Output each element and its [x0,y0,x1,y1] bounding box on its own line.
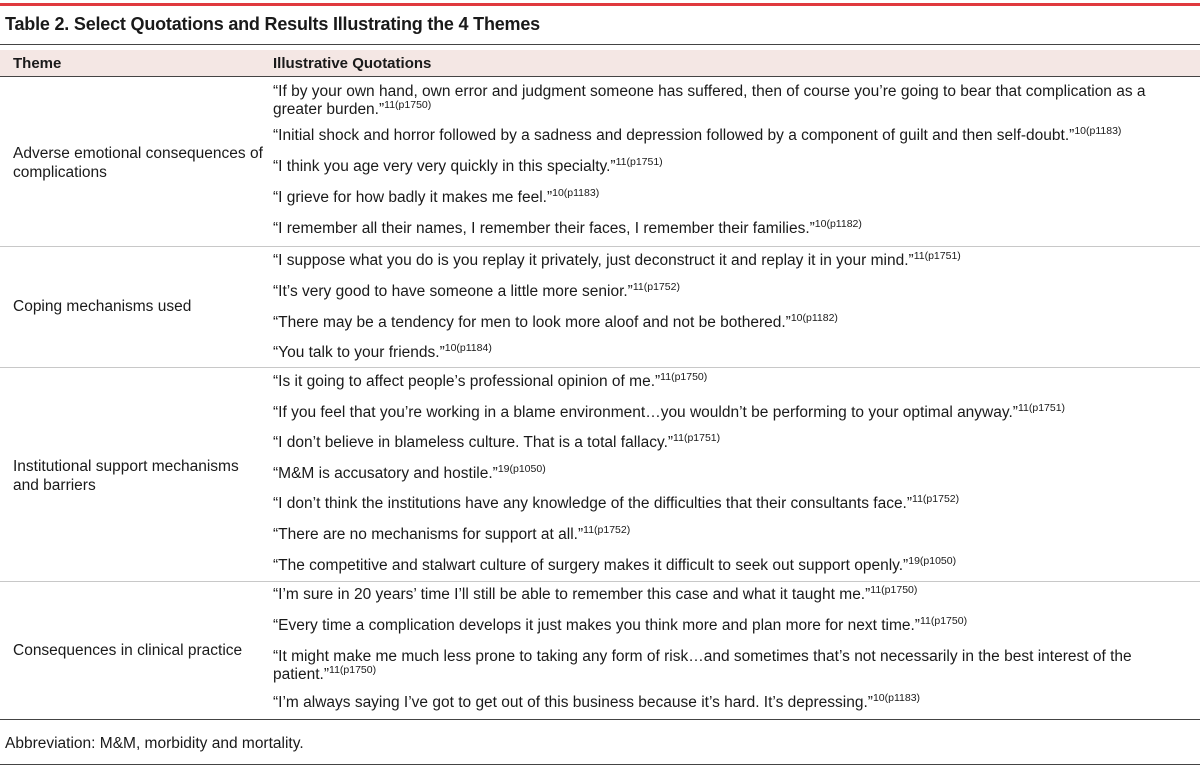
theme-label: Institutional support mechanisms and barriers [13,458,239,494]
quote-item: “Initial shock and horror followed by a sadness and depression followed by a component of guilt and then self-doubt.”$^{10(p1183)}$ [273,125,1122,144]
quote-item: “Every time a complication develops it just makes you think more and plan more for next time.”$^{11(p1750)}$ [273,615,968,634]
quote-item: “I don’t think the institutions have any knowledge of the difficulties that their consultants face.”$^{11(p1752)}$ [273,493,960,512]
title-divider [0,44,1200,45]
theme-label: Consequences in clinical practice [13,642,243,659]
quote-item: “I suppose what you do is you replay it privately, just deconstruct it and replay it in your mind.”$^{11(p1751)}$ [273,250,961,269]
quote-item: “You talk to your friends.”$^{10(p1184)}$ [273,342,492,361]
header-quotations: Illustrative Quotations [273,55,432,72]
theme-group-coping [0,247,1200,368]
quote-item: “There are no mechanisms for support at all.”$^{11(p1752)}$ [273,524,631,543]
quote-item: “I remember all their names, I remember their faces, I remember their families.”$^{10(p1182)}$ [273,218,862,237]
quote-item: “If by your own hand, own error and judgment someone has suffered, then of course you’re going to bear that complication as a greater burden.”$^{11(p1750)}$ [273,83,1146,118]
quote-item: “I don’t believe in blameless culture. That is a total fallacy.”$^{11(p1751)}$ [273,432,721,451]
quote-item: “I’m sure in 20 years’ time I’ll still be able to remember this case and what it taught me.”$^{11(p1750)}$ [273,584,918,603]
quote-item: “Is it going to affect people’s professional opinion of me.”$^{11(p1750)}$ [273,371,708,390]
table-title: Table 2. Select Quotations and Results Illustrating the 4 Themes [5,14,540,34]
quote-item: “It might make me much less prone to taking any form of risk…and sometimes that’s not necessarily in the best interest of the patient.”$^{11(p1750)}$ [273,648,1132,683]
theme-group-institutional [0,368,1200,582]
header-theme: Theme [13,55,62,72]
quote-item: “M&M is accusatory and hostile.”$^{19(p1050)}$ [273,463,546,482]
quote-item: “There may be a tendency for men to look more aloof and not be bothered.”$^{10(p1182)}$ [273,312,838,331]
theme-label: Adverse emotional consequences of complications [13,145,263,181]
quote-item: “I think you age very very quickly in this specialty.”$^{11(p1751)}$ [273,156,663,175]
quote-item: “It’s very good to have someone a little more senior.”$^{11(p1752)}$ [273,281,680,300]
theme-group-clinical-practice [0,582,1200,720]
theme-label: Coping mechanisms used [13,298,192,315]
quote-item: “I’m always saying I’ve got to get out of this business because it’s hard. It’s depressing.”$^{10(p1183)}$ [273,692,921,711]
table-header-row [0,50,1200,76]
quote-item: “The competitive and stalwart culture of surgery makes it difficult to seek out support openly.”$^{19(p1050)}$ [273,555,957,574]
quote-item: “I grieve for how badly it makes me feel.”$^{10(p1183)}$ [273,187,600,206]
theme-group-adverse-emotional [0,77,1200,247]
quote-item: “If you feel that you’re working in a blame environment…you wouldn’t be performing to your optimal anyway.”$^{11(p1751)}$ [273,402,1066,421]
table-footnote: Abbreviation: M&M, morbidity and mortality. [5,735,304,752]
top-accent-rule [0,3,1200,6]
bottom-rule [0,764,1200,765]
